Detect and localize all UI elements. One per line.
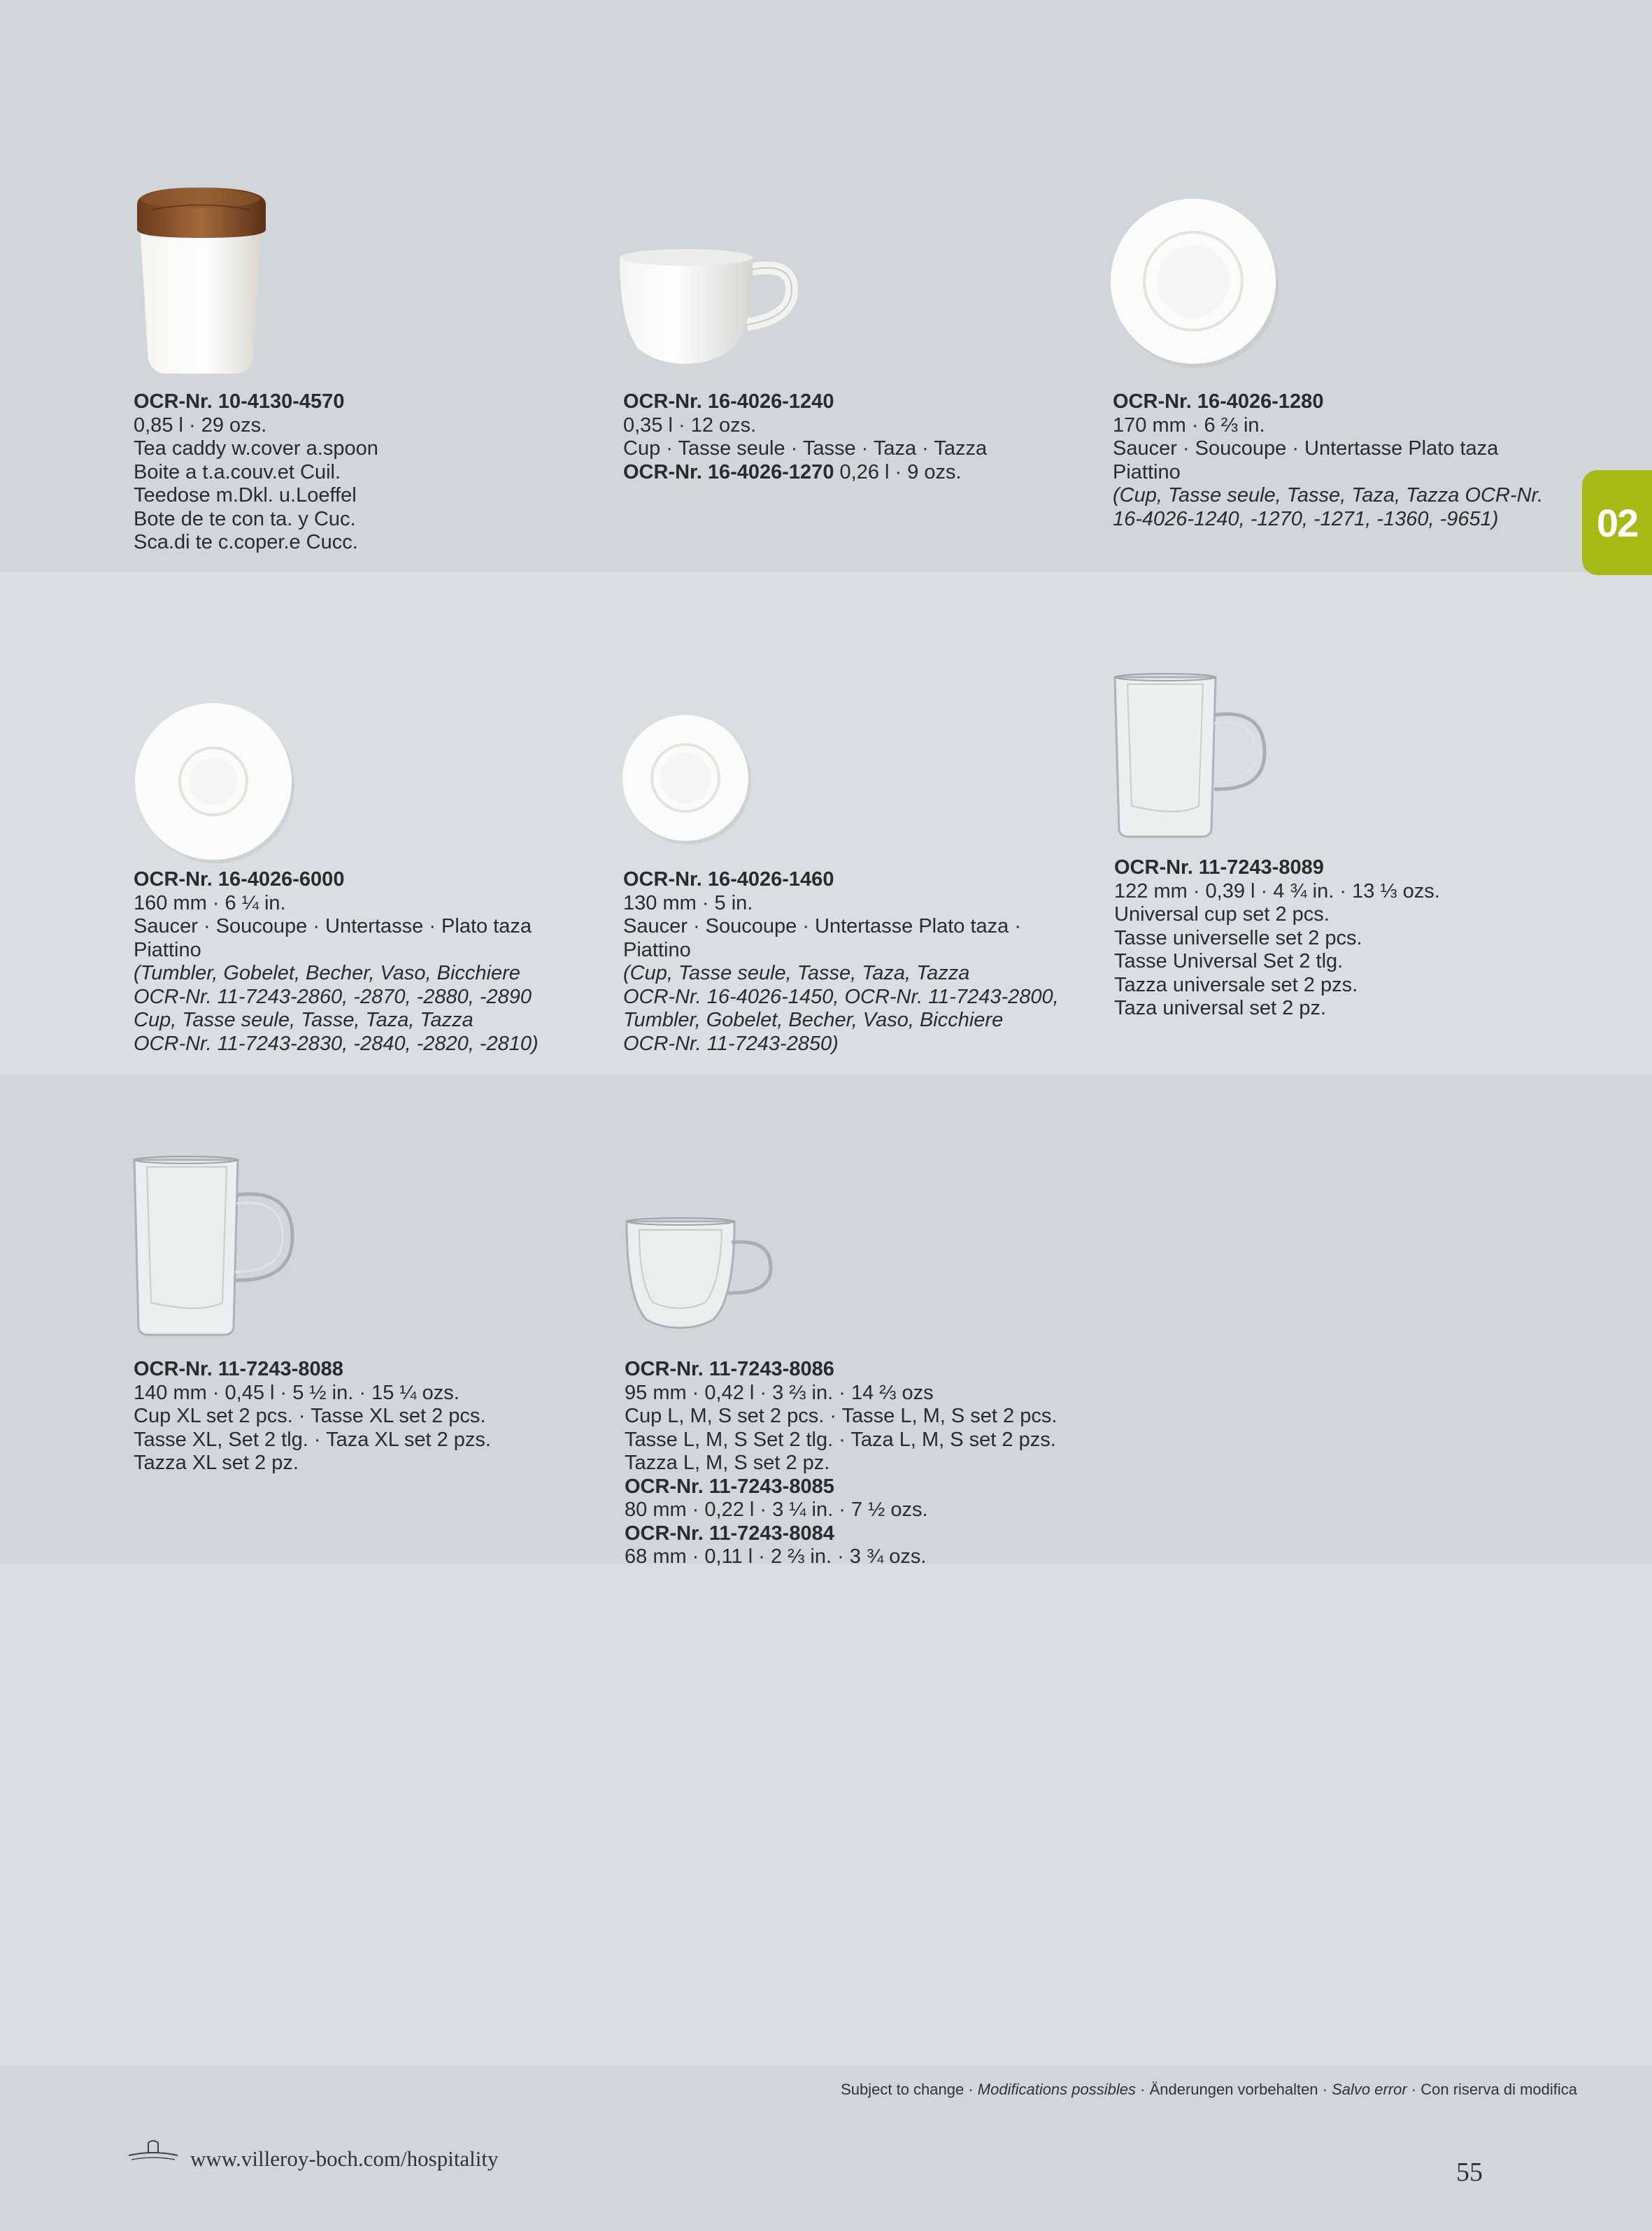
- ocr-number: OCR-Nr. 16-4026-6000: [134, 868, 345, 891]
- product-line: [623, 868, 1059, 892]
- product-text: Teedose m.Dkl. u.Loeffel: [134, 484, 357, 507]
- product-line: [1113, 414, 1543, 438]
- product-line: [1114, 880, 1440, 904]
- product-text: Tazza XL set 2 pz.: [134, 1452, 299, 1474]
- product-text: 160 mm · 6 ¼ in.: [134, 891, 286, 914]
- product-line: [1113, 508, 1543, 532]
- product-line: [134, 986, 539, 1010]
- ocr-number: OCR-Nr. 11-7243-8089: [1114, 856, 1324, 879]
- ocr-number: OCR-Nr. 16-4026-1280: [1113, 390, 1324, 413]
- product-line: [1114, 903, 1440, 927]
- product-line: [134, 892, 539, 916]
- glass-cup-image: [622, 1214, 776, 1333]
- disclaimer-segment: · Änderungen vorbehalten ·: [1136, 2081, 1332, 2098]
- product-line: [1113, 484, 1543, 508]
- product-line: [623, 1033, 1059, 1056]
- product-line: [623, 390, 987, 414]
- product-text: Bote de te con ta. y Cuc.: [134, 507, 356, 530]
- product-line: [623, 1009, 1059, 1033]
- product-line: [623, 414, 987, 438]
- product-text: 130 mm · 5 in.: [623, 891, 753, 914]
- ocr-number: OCR-Nr. 11-7243-8088: [134, 1358, 343, 1380]
- product-text: 122 mm · 0,39 l · 4 ¾ in. · 13 ⅓ ozs.: [1114, 879, 1440, 902]
- product-text: Sca.di te c.coper.e Cucc.: [134, 531, 358, 553]
- page-number: 55: [1456, 2158, 1483, 2187]
- product-line: [134, 1452, 491, 1475]
- product-text: (Tumbler, Gobelet, Becher, Vaso, Bicchiere: [134, 962, 520, 984]
- product-line: [1114, 950, 1440, 974]
- saucer-image: [1108, 196, 1283, 371]
- product-description: [134, 868, 539, 1056]
- product-line: [625, 1545, 1057, 1569]
- product-line: [623, 939, 1059, 963]
- product-text: Cup XL set 2 pcs. · Tasse XL set 2 pcs.: [134, 1405, 486, 1427]
- product-text: OCR-Nr. 11-7243-2860, -2870, -2880, -2890: [134, 985, 532, 1008]
- villeroy-boch-logo: [127, 2137, 179, 2165]
- product-text: Universal cup set 2 pcs.: [1114, 903, 1330, 926]
- product-line: [1114, 927, 1440, 951]
- product-line: [134, 1009, 539, 1033]
- product-line: [134, 414, 378, 438]
- row-band-4: [0, 1564, 1652, 2065]
- product-line: [134, 390, 378, 414]
- disclaimer-note: [841, 2081, 1577, 2099]
- product-line: [625, 1499, 1057, 1522]
- product-line: [1113, 390, 1543, 414]
- disclaimer-segment: · Con riserva di modifica: [1407, 2081, 1577, 2098]
- product-text: (Cup, Tasse seule, Tasse, Taza, Tazza: [623, 962, 970, 984]
- website-link[interactable]: www.villeroy-boch.com/hospitality: [190, 2146, 499, 2171]
- product-line: [625, 1429, 1057, 1452]
- product-line: [134, 1358, 491, 1382]
- glass-cup-image: [1109, 673, 1272, 841]
- ocr-number: OCR-Nr. 16-4026-1270: [623, 460, 834, 483]
- product-line: [623, 437, 987, 461]
- product-text: 80 mm · 0,22 l · 3 ¼ in. · 7 ½ ozs.: [625, 1499, 928, 1521]
- product-text: Tasse Universal Set 2 tlg.: [1114, 950, 1344, 972]
- product-text: Piattino: [1113, 460, 1181, 483]
- disclaimer-segment: Modifications possibles: [977, 2081, 1137, 2098]
- ocr-number: OCR-Nr. 10-4130-4570: [134, 390, 345, 413]
- product-line: [1114, 997, 1440, 1021]
- product-text: 16-4026-1240, -1270, -1271, -1360, -9651): [1113, 507, 1499, 530]
- product-line: [625, 1358, 1057, 1382]
- product-text: 0,85 l · 29 ozs.: [134, 413, 267, 437]
- product-text: 170 mm · 6 ⅔ in.: [1113, 413, 1265, 437]
- product-description: [1114, 856, 1440, 1021]
- product-text: Tazza L, M, S set 2 pz.: [625, 1452, 830, 1474]
- product-description: [625, 1358, 1057, 1569]
- disclaimer-segment: Subject to change ·: [841, 2081, 978, 2098]
- product-line: [623, 892, 1059, 916]
- product-line: [134, 437, 378, 461]
- product-line: [134, 461, 378, 485]
- product-text: Tasse XL, Set 2 tlg. · Taza XL set 2 pzs.: [134, 1428, 491, 1451]
- product-line: [623, 461, 987, 485]
- saucer-image: [131, 700, 297, 865]
- ocr-number: OCR-Nr. 16-4026-1240: [623, 390, 834, 413]
- product-text: Tea caddy w.cover a.spoon: [134, 437, 378, 460]
- cup-image: [615, 239, 801, 372]
- product-line: [134, 939, 539, 963]
- product-text: Saucer · Soucoupe · Untertasse Plato taza ·: [623, 915, 1022, 937]
- product-description: [134, 1358, 491, 1475]
- product-text: 68 mm · 0,11 l · 2 ⅔ in. · 3 ¾ ozs.: [625, 1545, 927, 1568]
- product-line: [1113, 437, 1543, 461]
- product-line: [134, 1033, 539, 1056]
- product-text: OCR-Nr. 11-7243-2850): [623, 1032, 839, 1055]
- ocr-number: OCR-Nr. 11-7243-8084: [625, 1522, 834, 1545]
- tea-caddy-image: [130, 183, 274, 381]
- product-text: OCR-Nr. 11-7243-2830, -2840, -2820, -2810): [134, 1032, 539, 1055]
- product-text: Piattino: [134, 938, 201, 961]
- product-text: Cup L, M, S set 2 pcs. · Tasse L, M, S set 2 pcs.: [625, 1405, 1058, 1427]
- product-text: Boite a t.a.couv.et Cuil.: [134, 460, 341, 483]
- product-description: [1113, 390, 1543, 531]
- product-line: [625, 1382, 1057, 1405]
- product-text: Taza universal set 2 pz.: [1114, 997, 1327, 1019]
- product-line: [134, 1429, 491, 1452]
- product-text: Saucer · Soucoupe · Untertasse Plato taza: [1113, 437, 1499, 460]
- product-line: [623, 915, 1059, 939]
- product-description: [134, 390, 378, 555]
- product-line: [623, 986, 1059, 1010]
- product-line: [1114, 974, 1440, 998]
- saucer-image: [620, 712, 754, 847]
- product-text: 95 mm · 0,42 l · 3 ⅔ in. · 14 ⅔ ozs: [625, 1381, 934, 1404]
- disclaimer-segment: Salvo error: [1332, 2081, 1407, 2098]
- product-line: [623, 962, 1059, 986]
- ocr-number: OCR-Nr. 16-4026-1460: [623, 868, 834, 891]
- product-line: [625, 1522, 1057, 1546]
- product-line: [134, 962, 539, 986]
- product-line: [134, 1382, 491, 1405]
- product-text: Cup · Tasse seule · Tasse · Taza · Tazza: [623, 437, 988, 460]
- product-line: [134, 508, 378, 532]
- product-text: (Cup, Tasse seule, Tasse, Taza, Tazza OCR-Nr.: [1113, 484, 1544, 507]
- product-line: [134, 915, 539, 939]
- glass-cup-image: [130, 1156, 299, 1339]
- product-line: [625, 1405, 1057, 1429]
- product-text: Tumbler, Gobelet, Becher, Vaso, Bicchiere: [623, 1009, 1004, 1031]
- product-line: [625, 1452, 1057, 1475]
- product-description: [623, 868, 1059, 1056]
- product-text: Cup, Tasse seule, Tasse, Taza, Tazza: [134, 1009, 473, 1031]
- ocr-number: OCR-Nr. 11-7243-8085: [625, 1475, 834, 1498]
- product-text: 140 mm · 0,45 l · 5 ½ in. · 15 ¼ ozs.: [134, 1381, 460, 1404]
- product-text: Saucer · Soucoupe · Untertasse · Plato taza: [134, 915, 532, 937]
- product-text: 0,26 l · 9 ozs.: [834, 460, 962, 483]
- product-line: [1114, 856, 1440, 880]
- product-text: Tazza universale set 2 pzs.: [1114, 973, 1358, 996]
- product-text: 0,35 l · 12 ozs.: [623, 413, 757, 437]
- product-description: [623, 390, 987, 484]
- product-line: [134, 531, 378, 555]
- ocr-number: OCR-Nr. 11-7243-8086: [625, 1358, 834, 1380]
- product-line: [1113, 461, 1543, 485]
- product-line: [134, 484, 378, 508]
- product-text: Tasse L, M, S Set 2 tlg. · Taza L, M, S set 2 pzs.: [625, 1428, 1056, 1451]
- product-text: Piattino: [623, 938, 691, 961]
- section-tab[interactable]: 02: [1582, 470, 1652, 575]
- product-text: OCR-Nr. 16-4026-1450, OCR-Nr. 11-7243-2800,: [623, 985, 1059, 1008]
- product-text: Tasse universelle set 2 pcs.: [1114, 926, 1362, 949]
- product-line: [134, 868, 539, 892]
- product-line: [134, 1405, 491, 1429]
- product-line: [625, 1475, 1057, 1499]
